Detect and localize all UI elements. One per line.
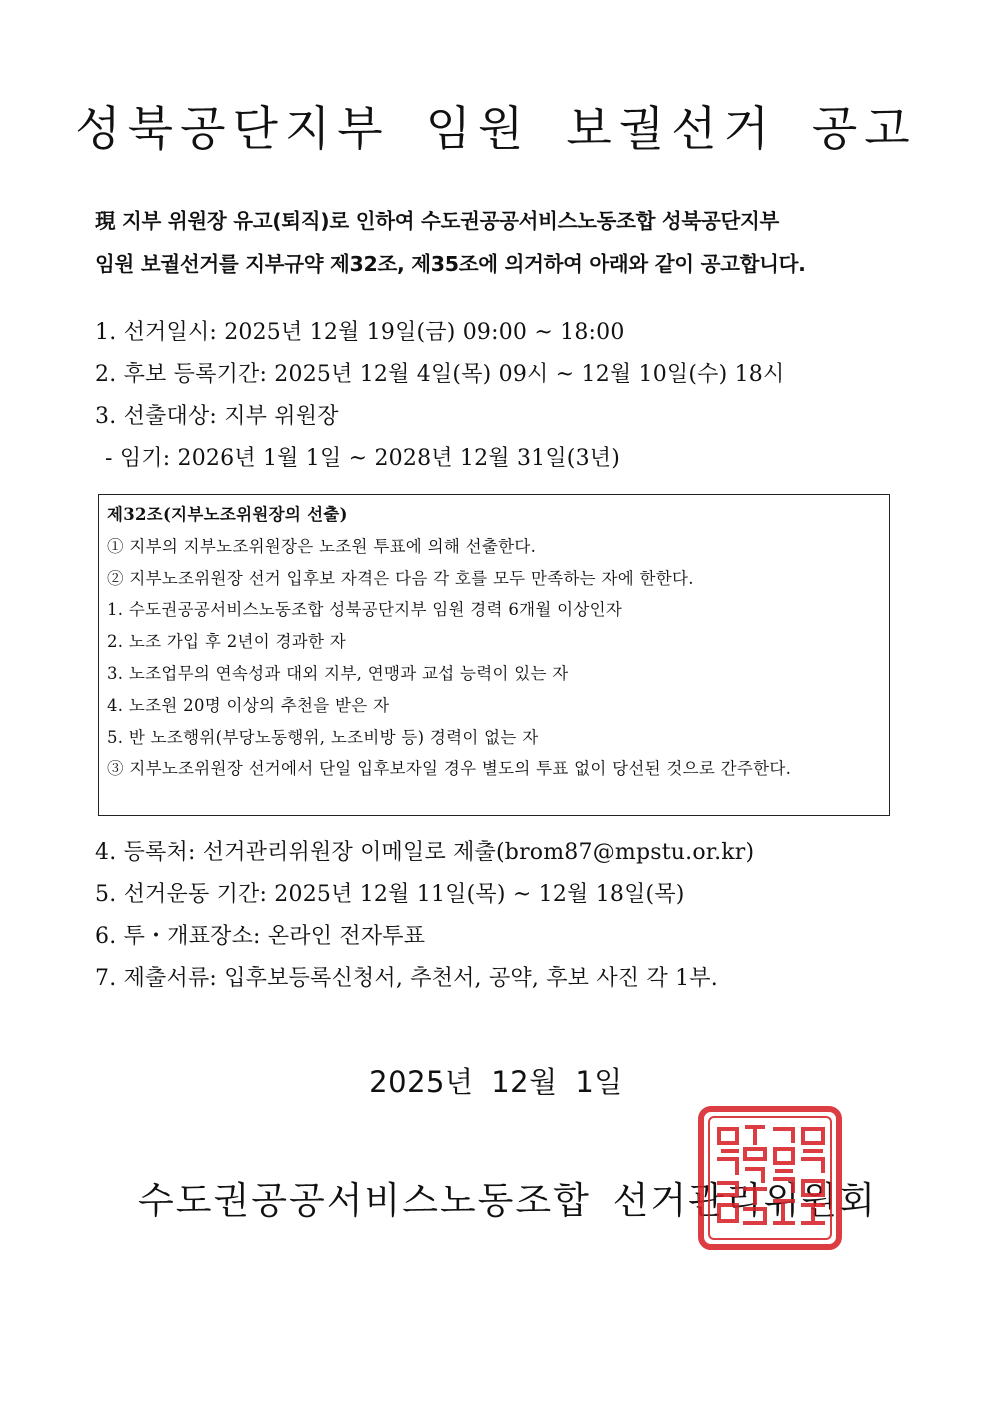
item-term: - 임기: 2026년 1월 1일 ~ 2028년 12월 31일(3년) — [105, 446, 621, 471]
bylaw-line: 3. 노조업무의 연속성과 대외 지부, 연맹과 교섭 능력이 있는 자 — [107, 663, 569, 683]
item-submission-email: 4. 등록처: 선거관리위원장 이메일로 제출(brom87@mpstu.or.kr) — [95, 840, 755, 865]
item-registration-period: 2. 후보 등록기간: 2025년 12월 4일(목) 09시 ~ 12월 10일(수) 18시 — [95, 362, 785, 387]
issuing-organization: 수도권공공서비스노동조합 선거관리위원회 — [138, 1179, 877, 1222]
item-election-target: 3. 선출대상: 지부 위원장 — [95, 404, 339, 429]
notice-title: 성북공단지부 임원 보궐선거 공고 — [75, 102, 917, 157]
bylaw-line: 4. 노조원 20명 이상의 추천을 받은 자 — [107, 695, 390, 715]
item-campaign-period: 5. 선거운동 기간: 2025년 12월 11일(목) ~ 12월 18일(목) — [95, 882, 685, 907]
official-seal-icon — [697, 1105, 843, 1251]
bylaw-line: ③ 지부노조위원장 선거에서 단일 입후보자일 경우 별도의 투표 없이 당선된 것으로 간주한다. — [107, 759, 792, 779]
bylaw-line: 1. 수도권공공서비스노동조합 성북공단지부 임원 경력 6개월 이상인자 — [107, 600, 623, 620]
intro-line: 임원 보궐선거를 지부규약 제32조, 제35조에 의거하여 아래와 같이 공고합니다. — [95, 252, 806, 276]
item-required-documents: 7. 제출서류: 입후보등록신청서, 추천서, 공약, 후보 사진 각 1부. — [95, 966, 718, 991]
bylaw-article-box — [98, 494, 890, 816]
intro-line: 現 지부 위원장 유고(퇴직)로 인하여 수도권공공서비스노동조합 성북공단지부 — [95, 209, 779, 233]
notice-items-bottom — [95, 832, 915, 1000]
bylaw-line: 2. 노조 가입 후 2년이 경과한 자 — [107, 632, 347, 652]
bylaw-article-title: 제32조(지부노조위원장의 선출) — [107, 505, 348, 524]
notice-date: 2025년 12월 1일 — [369, 1065, 623, 1099]
notice-items-top — [95, 312, 915, 480]
bylaw-line: 5. 반 노조행위(부당노동행위, 노조비방 등) 경력이 없는 자 — [107, 727, 539, 747]
bylaw-line: ① 지부의 지부노조위원장은 노조원 투표에 의해 선출한다. — [107, 536, 537, 556]
item-election-date: 1. 선거일시: 2025년 12월 19일(금) 09:00 ~ 18:00 — [95, 320, 625, 345]
intro-paragraph — [95, 200, 915, 286]
item-voting-place: 6. 투・개표장소: 온라인 전자투표 — [95, 924, 426, 949]
bylaw-line: ② 지부노조위원장 선거 입후보 자격은 다음 각 호를 모두 만족하는 자에 한한다. — [107, 568, 694, 588]
